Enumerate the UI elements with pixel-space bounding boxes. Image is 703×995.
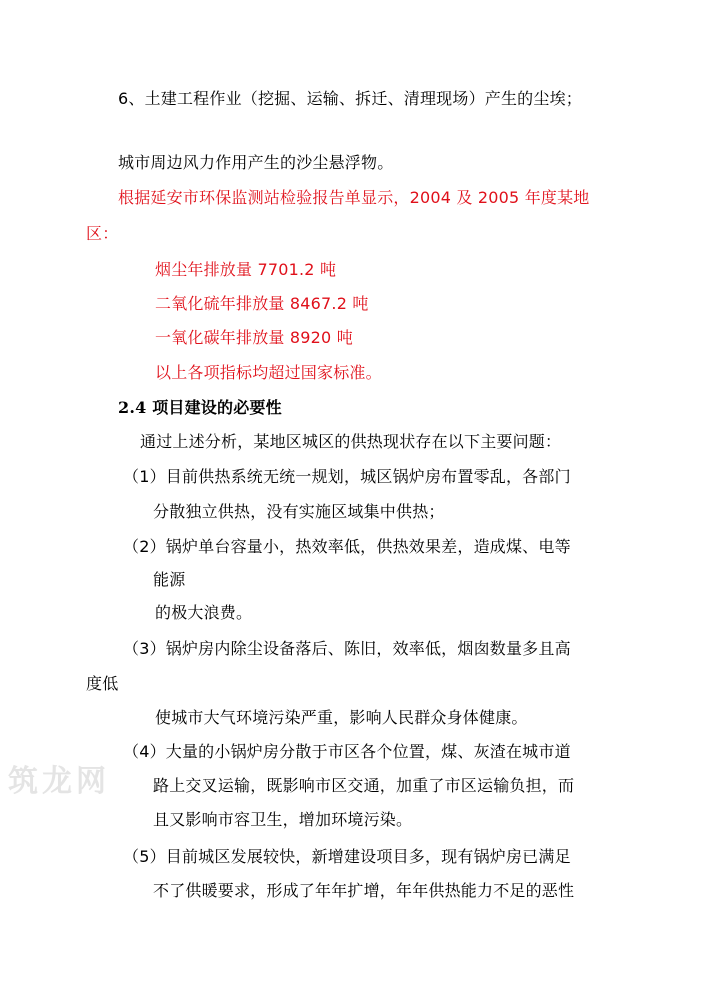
section-heading: 2.4 项目建设的必要性: [118, 398, 282, 417]
paragraph-line: 根据延安市环保监测站检验报告单显示，2004 及 2005 年度某地: [118, 188, 590, 207]
list-item: 且又影响市容卫生，增加环境污染。: [153, 810, 413, 829]
list-item: 度低: [86, 674, 119, 693]
list-item: 分散独立供热，没有实施区域集中供热；: [153, 502, 445, 521]
list-item: （3）锅炉房内除尘设备落后、陈旧，效率低，烟囱数量多且高: [123, 639, 571, 658]
list-item: 不了供暖要求，形成了年年扩增，年年供热能力不足的恶性: [153, 881, 575, 900]
watermark: 筑龙网: [8, 764, 110, 799]
list-item: （5）目前城区发展较快，新增建设项目多，现有锅炉房已满足: [123, 847, 571, 866]
list-item: （4）大量的小锅炉房分散于市区各个位置，煤、灰渣在城市道: [123, 742, 571, 761]
paragraph-line: 城市周边风力作用产生的沙尘悬浮物。: [118, 153, 394, 172]
list-item: 使城市大气环境污染严重，影响人民群众身体健康。: [155, 708, 528, 727]
list-item: 以上各项指标均超过国家标准。: [155, 363, 382, 382]
list-item: 二氧化硫年排放量 8467.2 吨: [155, 294, 369, 313]
list-item: 一氧化碳年排放量 8920 吨: [155, 328, 353, 347]
list-item: 能源: [153, 570, 186, 589]
paragraph-line: 区：: [86, 224, 119, 243]
paragraph-line: 通过上述分析，某地区城区的供热现状存在以下主要问题：: [140, 432, 562, 451]
list-item: 6、土建工程作业（挖掘、运输、拆迁、清理现场）产生的尘埃；: [118, 89, 582, 108]
list-item: 烟尘年排放量 7701.2 吨: [155, 260, 337, 279]
list-item: （2）锅炉单台容量小，热效率低，供热效果差，造成煤、电等: [123, 537, 571, 556]
list-item: 路上交叉运输，既影响市区交通，加重了市区运输负担，而: [153, 776, 575, 795]
list-item: （1）目前供热系统无统一规划，城区锅炉房布置零乱，各部门: [123, 467, 571, 486]
list-item: 的极大浪费。: [155, 603, 253, 622]
